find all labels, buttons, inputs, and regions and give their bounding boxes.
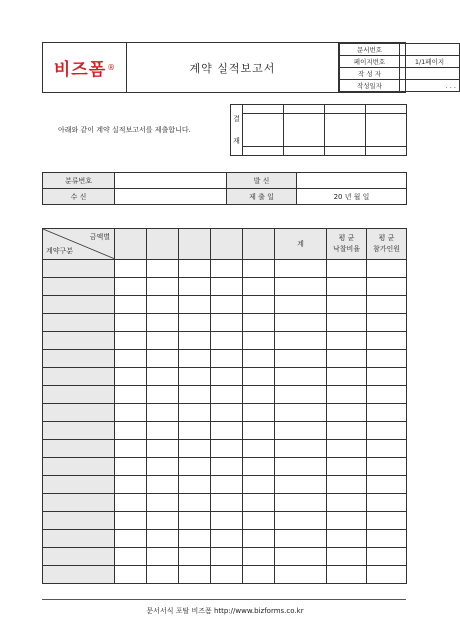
meta-row-page [340, 56, 460, 68]
approval-date-cell[interactable] [243, 147, 284, 156]
table-cell[interactable] [211, 458, 243, 476]
table-cell[interactable] [327, 314, 367, 332]
table-cell[interactable] [243, 566, 275, 584]
table-cell[interactable] [327, 404, 367, 422]
sender-label: 발 신 [227, 173, 297, 189]
table-row [43, 476, 407, 494]
table-row [43, 350, 407, 368]
table-cell[interactable] [179, 296, 211, 314]
meta-label: 작 성 자 [340, 68, 400, 80]
table-cell[interactable] [327, 548, 367, 566]
table-cell[interactable] [115, 332, 147, 350]
table-cell[interactable] [211, 314, 243, 332]
table-cell[interactable] [367, 296, 407, 314]
approval-sign-cell[interactable] [284, 114, 325, 147]
approval-date-cell[interactable] [325, 147, 366, 156]
table-cell[interactable] [147, 458, 179, 476]
table-cell[interactable] [147, 422, 179, 440]
table-cell[interactable] [243, 386, 275, 404]
table-cell[interactable] [327, 332, 367, 350]
table-cell[interactable] [179, 548, 211, 566]
table-cell[interactable] [179, 494, 211, 512]
table-cell[interactable] [115, 548, 147, 566]
table-cell[interactable] [147, 530, 179, 548]
table-cell[interactable] [275, 458, 327, 476]
table-cell[interactable] [115, 386, 147, 404]
table-cell[interactable] [115, 494, 147, 512]
table-cell[interactable] [243, 314, 275, 332]
table-cell[interactable] [275, 260, 327, 278]
table-cell[interactable] [211, 350, 243, 368]
table-cell[interactable] [115, 458, 147, 476]
table-cell[interactable] [243, 332, 275, 350]
table-cell[interactable] [327, 566, 367, 584]
contract-type-cell[interactable] [43, 530, 115, 548]
table-row [43, 386, 407, 404]
table-cell[interactable] [243, 476, 275, 494]
table-cell[interactable] [367, 278, 407, 296]
table-row [43, 368, 407, 386]
contract-type-cell[interactable] [43, 350, 115, 368]
table-cell[interactable] [275, 530, 327, 548]
table-cell[interactable] [275, 314, 327, 332]
approval-title-cell[interactable] [366, 105, 407, 114]
table-cell[interactable] [179, 422, 211, 440]
contract-type-cell[interactable] [43, 422, 115, 440]
table-row [43, 296, 407, 314]
table-cell[interactable] [275, 350, 327, 368]
amount-col-header[interactable] [243, 229, 275, 260]
table-cell[interactable] [115, 566, 147, 584]
table-cell[interactable] [147, 404, 179, 422]
table-cell[interactable] [147, 512, 179, 530]
table-cell[interactable] [115, 296, 147, 314]
table-cell[interactable] [147, 440, 179, 458]
table-cell[interactable] [367, 332, 407, 350]
diagonal-header-cell [43, 229, 115, 260]
amount-col-header[interactable] [147, 229, 179, 260]
meta-label: 작성일자 [340, 80, 400, 92]
table-cell[interactable] [243, 440, 275, 458]
table-cell[interactable] [211, 278, 243, 296]
table-cell[interactable] [211, 422, 243, 440]
table-cell[interactable] [147, 386, 179, 404]
table-cell[interactable] [211, 404, 243, 422]
table-cell[interactable] [367, 260, 407, 278]
date-field[interactable]: 20 년 월 일 [297, 189, 407, 205]
table-cell[interactable] [179, 350, 211, 368]
table-cell[interactable] [115, 512, 147, 530]
diag-bottom-label: 계약구분 [46, 247, 74, 255]
table-cell[interactable] [115, 260, 147, 278]
table-cell[interactable] [275, 386, 327, 404]
report-table [42, 228, 407, 584]
table-row [43, 512, 407, 530]
table-cell[interactable] [367, 440, 407, 458]
table-cell[interactable] [367, 422, 407, 440]
table-cell[interactable] [243, 512, 275, 530]
table-cell[interactable] [179, 260, 211, 278]
table-cell[interactable] [179, 278, 211, 296]
contract-type-cell[interactable] [43, 548, 115, 566]
table-cell[interactable] [243, 350, 275, 368]
table-cell[interactable] [243, 296, 275, 314]
contract-type-cell[interactable] [43, 386, 115, 404]
table-cell[interactable] [211, 494, 243, 512]
table-cell[interactable] [115, 476, 147, 494]
table-cell[interactable] [211, 296, 243, 314]
category-field[interactable] [115, 173, 227, 189]
contract-type-cell[interactable] [43, 440, 115, 458]
recipient-field[interactable] [115, 189, 227, 205]
registered-mark: ® [107, 63, 116, 72]
table-cell[interactable] [211, 530, 243, 548]
table-cell[interactable] [147, 278, 179, 296]
table-cell[interactable] [367, 548, 407, 566]
meta-value[interactable]: . . . [400, 80, 460, 92]
table-cell[interactable] [243, 278, 275, 296]
footer-text: 문서서식 포탈 비즈폼 http://www.bizforms.co.kr [146, 607, 304, 615]
table-cell[interactable] [243, 458, 275, 476]
table-cell[interactable] [211, 332, 243, 350]
table-row [43, 404, 407, 422]
table-cell[interactable] [211, 476, 243, 494]
contract-type-cell[interactable] [43, 494, 115, 512]
table-cell[interactable] [367, 368, 407, 386]
table-cell[interactable] [179, 368, 211, 386]
amount-col-header[interactable] [179, 229, 211, 260]
table-cell[interactable] [211, 548, 243, 566]
table-cell[interactable] [367, 458, 407, 476]
approval-title-cell[interactable] [325, 105, 366, 114]
document-title: 계약 실적보고서 [127, 43, 339, 92]
table-cell[interactable] [327, 458, 367, 476]
table-cell[interactable] [275, 422, 327, 440]
approval-title-cell[interactable] [243, 105, 284, 114]
table-cell[interactable] [275, 332, 327, 350]
table-cell[interactable] [327, 512, 367, 530]
table-cell[interactable] [243, 422, 275, 440]
table-cell[interactable] [327, 350, 367, 368]
contract-type-cell[interactable] [43, 458, 115, 476]
table-cell[interactable] [367, 404, 407, 422]
meta-table [339, 43, 460, 92]
table-cell[interactable] [275, 512, 327, 530]
table-cell[interactable] [147, 296, 179, 314]
table-cell[interactable] [147, 476, 179, 494]
table-cell[interactable] [243, 548, 275, 566]
table-row [43, 260, 407, 278]
approval-box [230, 104, 407, 156]
footer-divider [42, 599, 406, 600]
table-cell[interactable] [327, 422, 367, 440]
table-row [43, 278, 407, 296]
table-row [43, 566, 407, 584]
table-cell[interactable] [327, 440, 367, 458]
logo [43, 43, 127, 92]
approval-sign-cell[interactable] [366, 114, 407, 147]
contract-type-cell[interactable] [43, 404, 115, 422]
contract-type-cell[interactable] [43, 278, 115, 296]
avg-rate-header: 평 균 낙찰비율 [327, 229, 367, 260]
table-cell[interactable] [115, 368, 147, 386]
table-cell[interactable] [243, 530, 275, 548]
table-cell[interactable] [275, 404, 327, 422]
table-cell[interactable] [327, 530, 367, 548]
table-cell[interactable] [147, 494, 179, 512]
recipient-label: 수 신 [43, 189, 115, 205]
table-row [43, 458, 407, 476]
meta-value[interactable] [400, 68, 460, 80]
table-cell[interactable] [367, 476, 407, 494]
table-cell[interactable] [115, 422, 147, 440]
meta-row-doc-number [340, 44, 460, 56]
table-row [43, 494, 407, 512]
meta-label: 문서번호 [340, 44, 400, 56]
table-cell[interactable] [243, 404, 275, 422]
table-cell[interactable] [275, 296, 327, 314]
contract-type-cell[interactable] [43, 368, 115, 386]
approval-sign-cell[interactable] [325, 114, 366, 147]
total-header: 계 [275, 229, 327, 260]
approval-date-cell[interactable] [284, 147, 325, 156]
approval-label: 결 재 [231, 105, 243, 156]
amount-col-header[interactable] [115, 229, 147, 260]
table-cell[interactable] [115, 278, 147, 296]
info-row [43, 173, 407, 189]
intro-text: 아래와 같이 계약 실적보고서를 제출합니다. [58, 126, 191, 134]
table-cell[interactable] [211, 566, 243, 584]
table-cell[interactable] [327, 494, 367, 512]
table-cell[interactable] [115, 530, 147, 548]
table-cell[interactable] [147, 314, 179, 332]
table-cell[interactable] [147, 548, 179, 566]
meta-label: 페이지번호 [340, 56, 400, 68]
table-cell[interactable] [179, 440, 211, 458]
table-cell[interactable] [179, 566, 211, 584]
table-cell[interactable] [115, 314, 147, 332]
table-cell[interactable] [367, 386, 407, 404]
table-cell[interactable] [147, 368, 179, 386]
table-cell[interactable] [243, 260, 275, 278]
table-cell[interactable] [179, 332, 211, 350]
table-cell[interactable] [275, 278, 327, 296]
table-cell[interactable] [211, 260, 243, 278]
amount-col-header[interactable] [211, 229, 243, 260]
table-cell[interactable] [327, 296, 367, 314]
table-cell[interactable] [275, 494, 327, 512]
contract-type-cell[interactable] [43, 260, 115, 278]
date-label: 제 출 일 [227, 189, 297, 205]
table-cell[interactable] [275, 440, 327, 458]
table-cell[interactable] [179, 314, 211, 332]
table-cell[interactable] [327, 476, 367, 494]
contract-type-cell[interactable] [43, 314, 115, 332]
table-row [43, 422, 407, 440]
table-cell[interactable] [367, 314, 407, 332]
table-cell[interactable] [275, 548, 327, 566]
sender-field[interactable] [297, 173, 407, 189]
table-cell[interactable] [367, 566, 407, 584]
info-row [43, 189, 407, 205]
table-cell[interactable] [147, 332, 179, 350]
table-cell[interactable] [147, 566, 179, 584]
avg-count-header: 평 균 참가인원 [367, 229, 407, 260]
table-cell[interactable] [327, 368, 367, 386]
meta-value[interactable]: 1/1페이지 [400, 56, 460, 68]
table-cell[interactable] [327, 278, 367, 296]
table-row [43, 332, 407, 350]
meta-row-date [340, 80, 460, 92]
contract-type-cell[interactable] [43, 332, 115, 350]
table-row [43, 530, 407, 548]
meta-row-author [340, 68, 460, 80]
table-cell[interactable] [243, 368, 275, 386]
table-header-row [43, 229, 407, 260]
table-cell[interactable] [179, 530, 211, 548]
table-cell[interactable] [367, 530, 407, 548]
logo-text: 비즈폼 [53, 60, 107, 80]
table-cell[interactable] [179, 476, 211, 494]
table-cell[interactable] [179, 512, 211, 530]
table-cell[interactable] [211, 512, 243, 530]
table-cell[interactable] [327, 260, 367, 278]
contract-type-cell[interactable] [43, 566, 115, 584]
table-row [43, 548, 407, 566]
category-label: 분류번호 [43, 173, 115, 189]
info-table [42, 172, 407, 205]
contract-type-cell[interactable] [43, 512, 115, 530]
contract-type-cell[interactable] [43, 476, 115, 494]
table-cell[interactable] [275, 566, 327, 584]
table-cell[interactable] [211, 368, 243, 386]
table-row [43, 314, 407, 332]
contract-type-cell[interactable] [43, 296, 115, 314]
document-header [42, 42, 456, 93]
approval-sign-cell[interactable] [243, 114, 284, 147]
table-cell[interactable] [115, 350, 147, 368]
table-cell[interactable] [327, 386, 367, 404]
table-cell[interactable] [367, 512, 407, 530]
table-cell[interactable] [211, 386, 243, 404]
table-cell[interactable] [367, 494, 407, 512]
table-cell[interactable] [179, 404, 211, 422]
table-cell[interactable] [179, 458, 211, 476]
table-cell[interactable] [179, 386, 211, 404]
approval-date-cell[interactable] [366, 147, 407, 156]
meta-value[interactable] [400, 44, 460, 56]
diag-top-label: 금액별 [89, 233, 110, 241]
table-cell[interactable] [275, 368, 327, 386]
table-cell[interactable] [211, 440, 243, 458]
approval-title-cell[interactable] [284, 105, 325, 114]
table-cell[interactable] [115, 440, 147, 458]
table-cell[interactable] [243, 494, 275, 512]
table-row [43, 440, 407, 458]
table-cell[interactable] [275, 476, 327, 494]
table-cell[interactable] [367, 350, 407, 368]
table-cell[interactable] [115, 404, 147, 422]
table-cell[interactable] [147, 350, 179, 368]
table-cell[interactable] [147, 260, 179, 278]
